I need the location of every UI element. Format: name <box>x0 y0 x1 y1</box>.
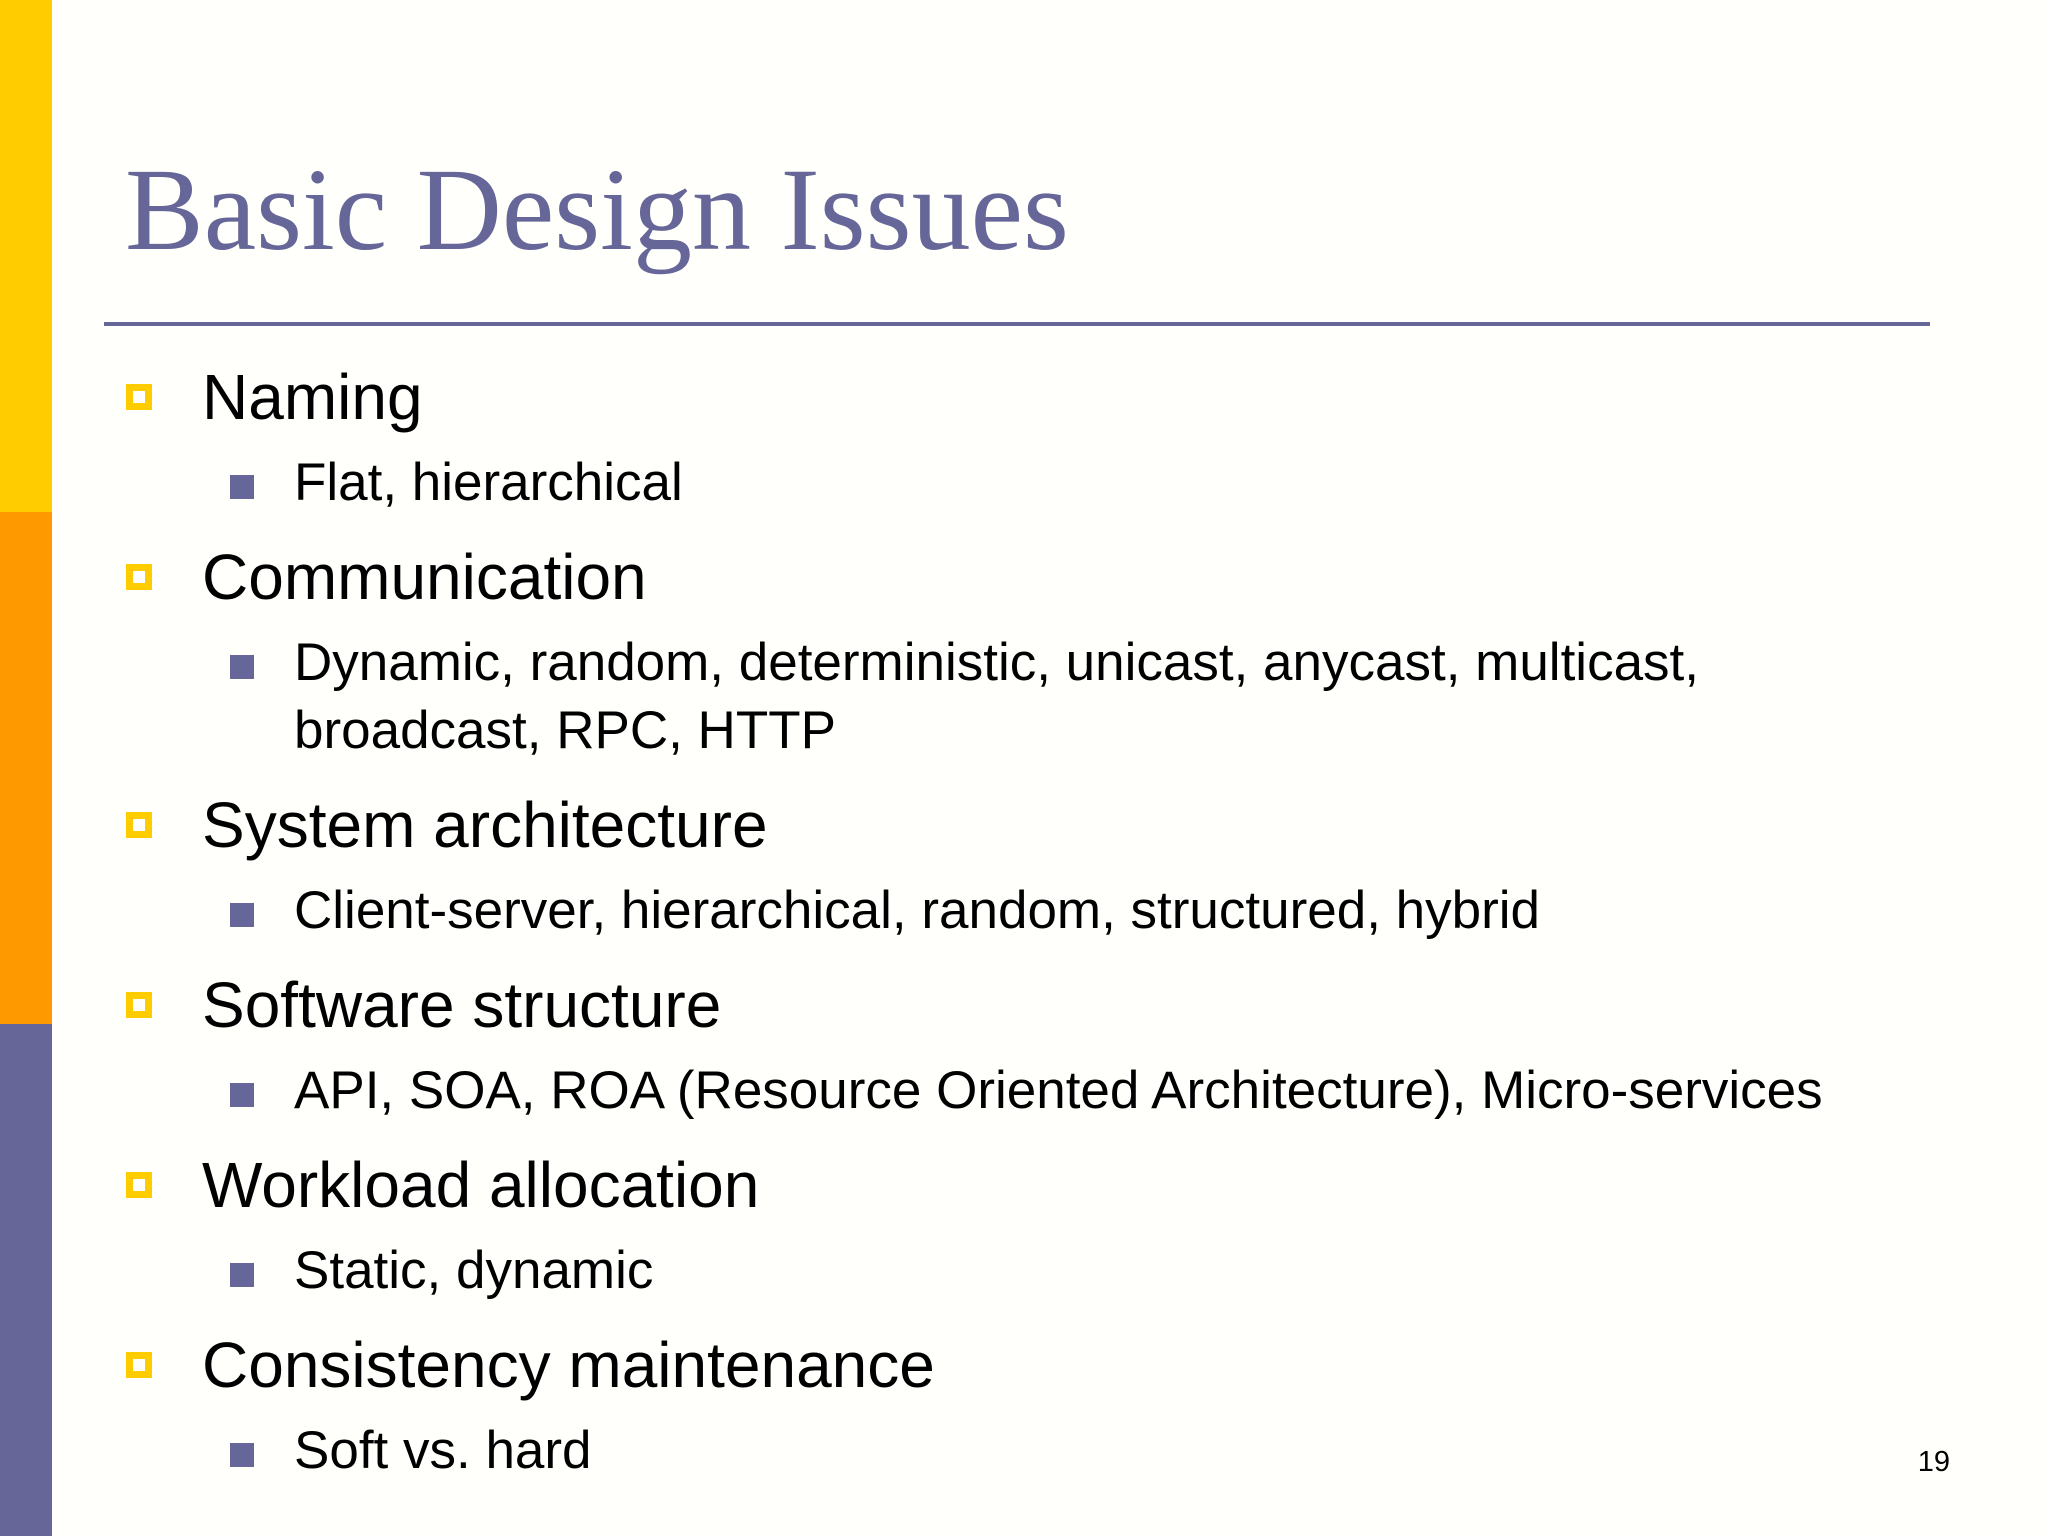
bullet-item-system-architecture <box>126 784 768 866</box>
bullet-label: System architecture <box>202 789 768 861</box>
hollow-square-bullet-icon <box>126 992 152 1018</box>
bullet-item-consistency-maintenance <box>126 1324 935 1406</box>
bullet-label: Workload allocation <box>202 1149 760 1221</box>
bullet-item-naming <box>126 356 423 438</box>
filled-square-bullet-icon <box>230 1083 254 1107</box>
bullet-label: Consistency maintenance <box>202 1329 935 1401</box>
hollow-square-bullet-icon <box>126 384 152 410</box>
bullet-item-communication <box>126 536 647 618</box>
filled-square-bullet-icon <box>230 1263 254 1287</box>
hollow-square-bullet-icon <box>126 1172 152 1198</box>
hollow-square-bullet-icon <box>126 1352 152 1378</box>
sub-bullet-item <box>230 877 1540 945</box>
bullet-item-software-structure <box>126 964 721 1046</box>
sub-bullet-item <box>230 629 1699 765</box>
sub-bullet-text: Static, dynamic <box>294 1241 654 1300</box>
sub-bullet-text: Soft vs. hard <box>294 1421 592 1480</box>
sub-bullet-item <box>230 1057 1823 1125</box>
bullet-label: Communication <box>202 541 647 613</box>
filled-square-bullet-icon <box>230 475 254 499</box>
bullet-label: Software structure <box>202 969 722 1041</box>
filled-square-bullet-icon <box>230 655 254 679</box>
hollow-square-bullet-icon <box>126 564 152 590</box>
sub-bullet-text: Flat, hierarchical <box>294 453 683 512</box>
filled-square-bullet-icon <box>230 1443 254 1467</box>
sub-bullet-item <box>230 1417 592 1485</box>
sub-bullet-text: Dynamic, random, deterministic, unicast, anycast, multicast, broadcast, RPC, HTTP <box>294 633 1699 760</box>
hollow-square-bullet-icon <box>126 812 152 838</box>
bullet-item-workload-allocation <box>126 1144 759 1226</box>
sub-bullet-item <box>230 449 683 517</box>
bullet-label: Naming <box>202 361 423 433</box>
filled-square-bullet-icon <box>230 903 254 927</box>
sub-bullet-text: Client-server, hierarchical, random, structured, hybrid <box>294 881 1540 940</box>
slide-number: 19 <box>1917 1446 1950 1478</box>
sub-bullet-text: API, SOA, ROA (Resource Oriented Architecture), Micro-services <box>294 1061 1823 1120</box>
sub-bullet-item <box>230 1237 653 1305</box>
slide-title: Basic Design Issues <box>125 144 1069 275</box>
